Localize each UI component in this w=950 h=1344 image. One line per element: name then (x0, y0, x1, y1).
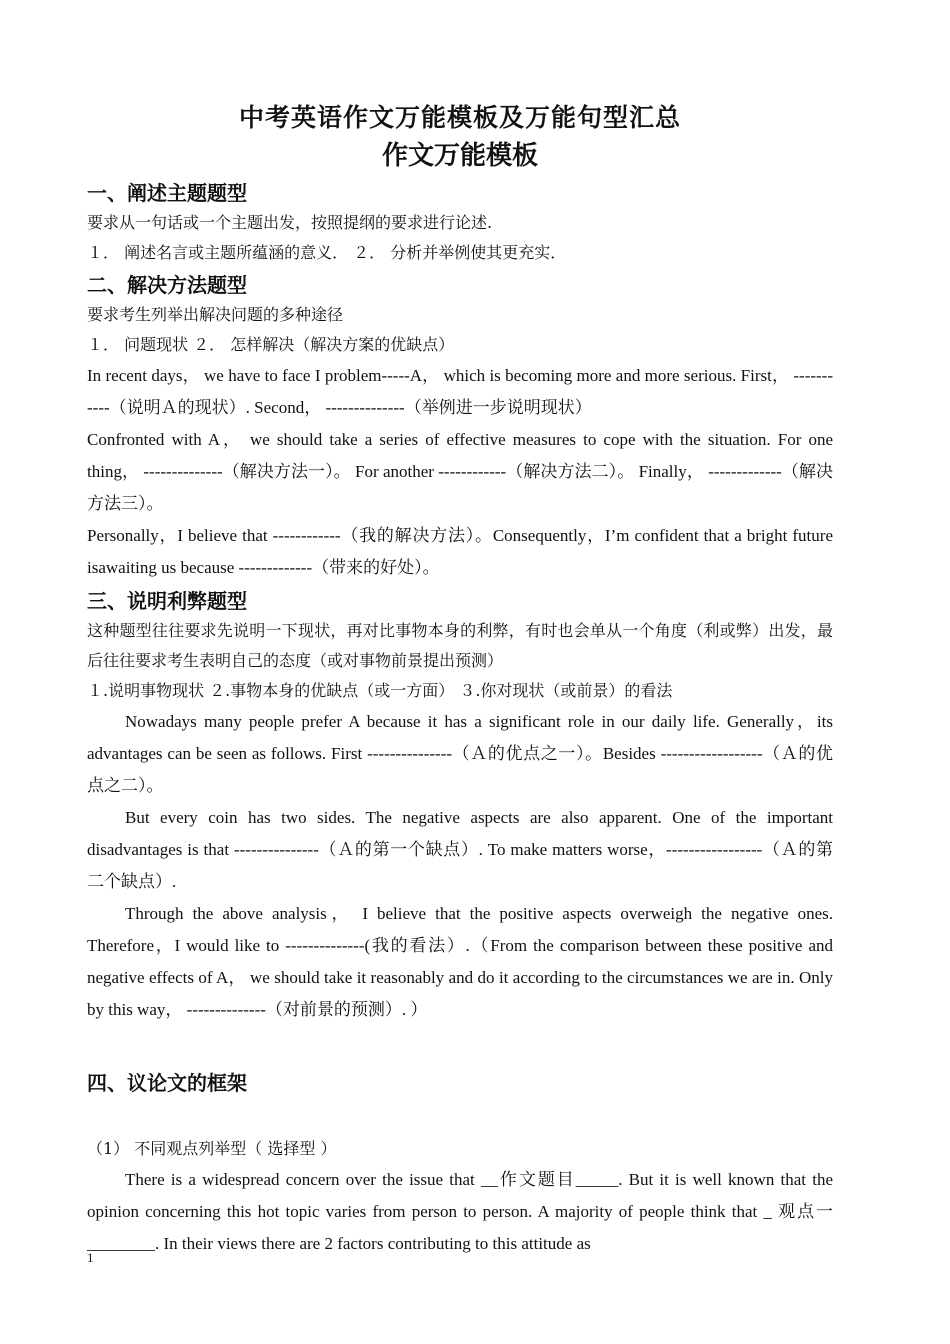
section-2-paragraph-3: Personally，I believe that ------------（我的解决方法）。Consequently，I’m confident that a bright future isawaiting us because -------------（带来的好处）。 (87, 526, 833, 577)
document-subtitle: 作文万能模板 (381, 141, 538, 171)
section-4-paragraph-1: There is a widespread concern over the issue that __作文题目_____. But it is well known that the opinion concerning this hot topic varies from person to person. A majority of people think that _ 观点一________. In their views there are 2 factors contributing to this attitude as (87, 1170, 833, 1253)
section-3-outline: １.说明事物现状 ２.事物本身的优缺点（或一方面） ３.你对现状（或前景）的看法 (87, 681, 673, 700)
section-2-paragraph-2: Confronted with A， we should take a series of effective measures to cope with the situation. For one thing， --------------（解决方法一）。 For another ------------（解决方法二）。 Finally， -------------（解决方法三）。 (87, 430, 833, 513)
spacer (87, 1026, 833, 1066)
section-2-outline: １． 问题现状 ２． 怎样解决（解决方案的优缺点） (87, 335, 455, 354)
section-heading-1: 一、阐述主题题型 (87, 181, 247, 205)
section-2-description: 要求考生列举出解决问题的多种途径 (87, 305, 344, 324)
section-2-paragraph-1: In recent days， we have to face I problem-----A， which is becoming more and more serious. First， -----------（说明Ａ的现状）. Second， --------------（举例进一步说明现状） (87, 366, 833, 417)
section-4-subheading-1: （1） 不同观点列举型（ 选择型 ） (87, 1139, 337, 1158)
spacer (87, 1098, 833, 1134)
section-3-paragraph-3: Through the above analysis， I believe that the positive aspects overweigh the negative ones. Therefore，I would like to --------------(我的看法）.（From the comparison between these positive and negative effects of A， we should take it reasonably and do it according to the circumstances we are in. Only by this way， --------------（对前景的预测）. ） (87, 904, 833, 1019)
page-number: 1 (87, 1250, 94, 1265)
section-heading-2: 二、解决方法题型 (87, 273, 247, 297)
section-1-description: 要求从一句话或一个主题出发，按照提纲的要求进行论述. (87, 213, 493, 232)
document-title: 中考英语作文万能模板及万能句型汇总 (238, 103, 681, 132)
section-3-description: 这种题型往往要求先说明一下现状，再对比事物本身的利弊，有时也会单从一个角度（利或弊）出发，最后往往要求考生表明自己的态度（或对事物前景提出预测） (87, 621, 833, 670)
section-heading-4: 四、议论文的框架 (87, 1071, 247, 1095)
section-3-paragraph-1: Nowadays many people prefer A because it has a significant role in our daily life. Generally，its advantages can be seen as follows. First ---------------（Ａ的优点之一）。Besides ------------------（Ａ的优点之二）。 (87, 712, 833, 795)
page-content (87, 100, 833, 1260)
section-3-paragraph-2: But every coin has two sides. The negative aspects are also apparent. One of the important disadvantages is that ---------------（Ａ的第一个缺点）. To make matters worse，-----------------（Ａ的第二个缺点）. (87, 808, 833, 891)
section-heading-3: 三、说明利弊题型 (87, 589, 247, 613)
section-1-outline: １． 阐述名言或主题所蕴涵的意义． ２． 分析并举例使其更充实． (87, 243, 567, 262)
